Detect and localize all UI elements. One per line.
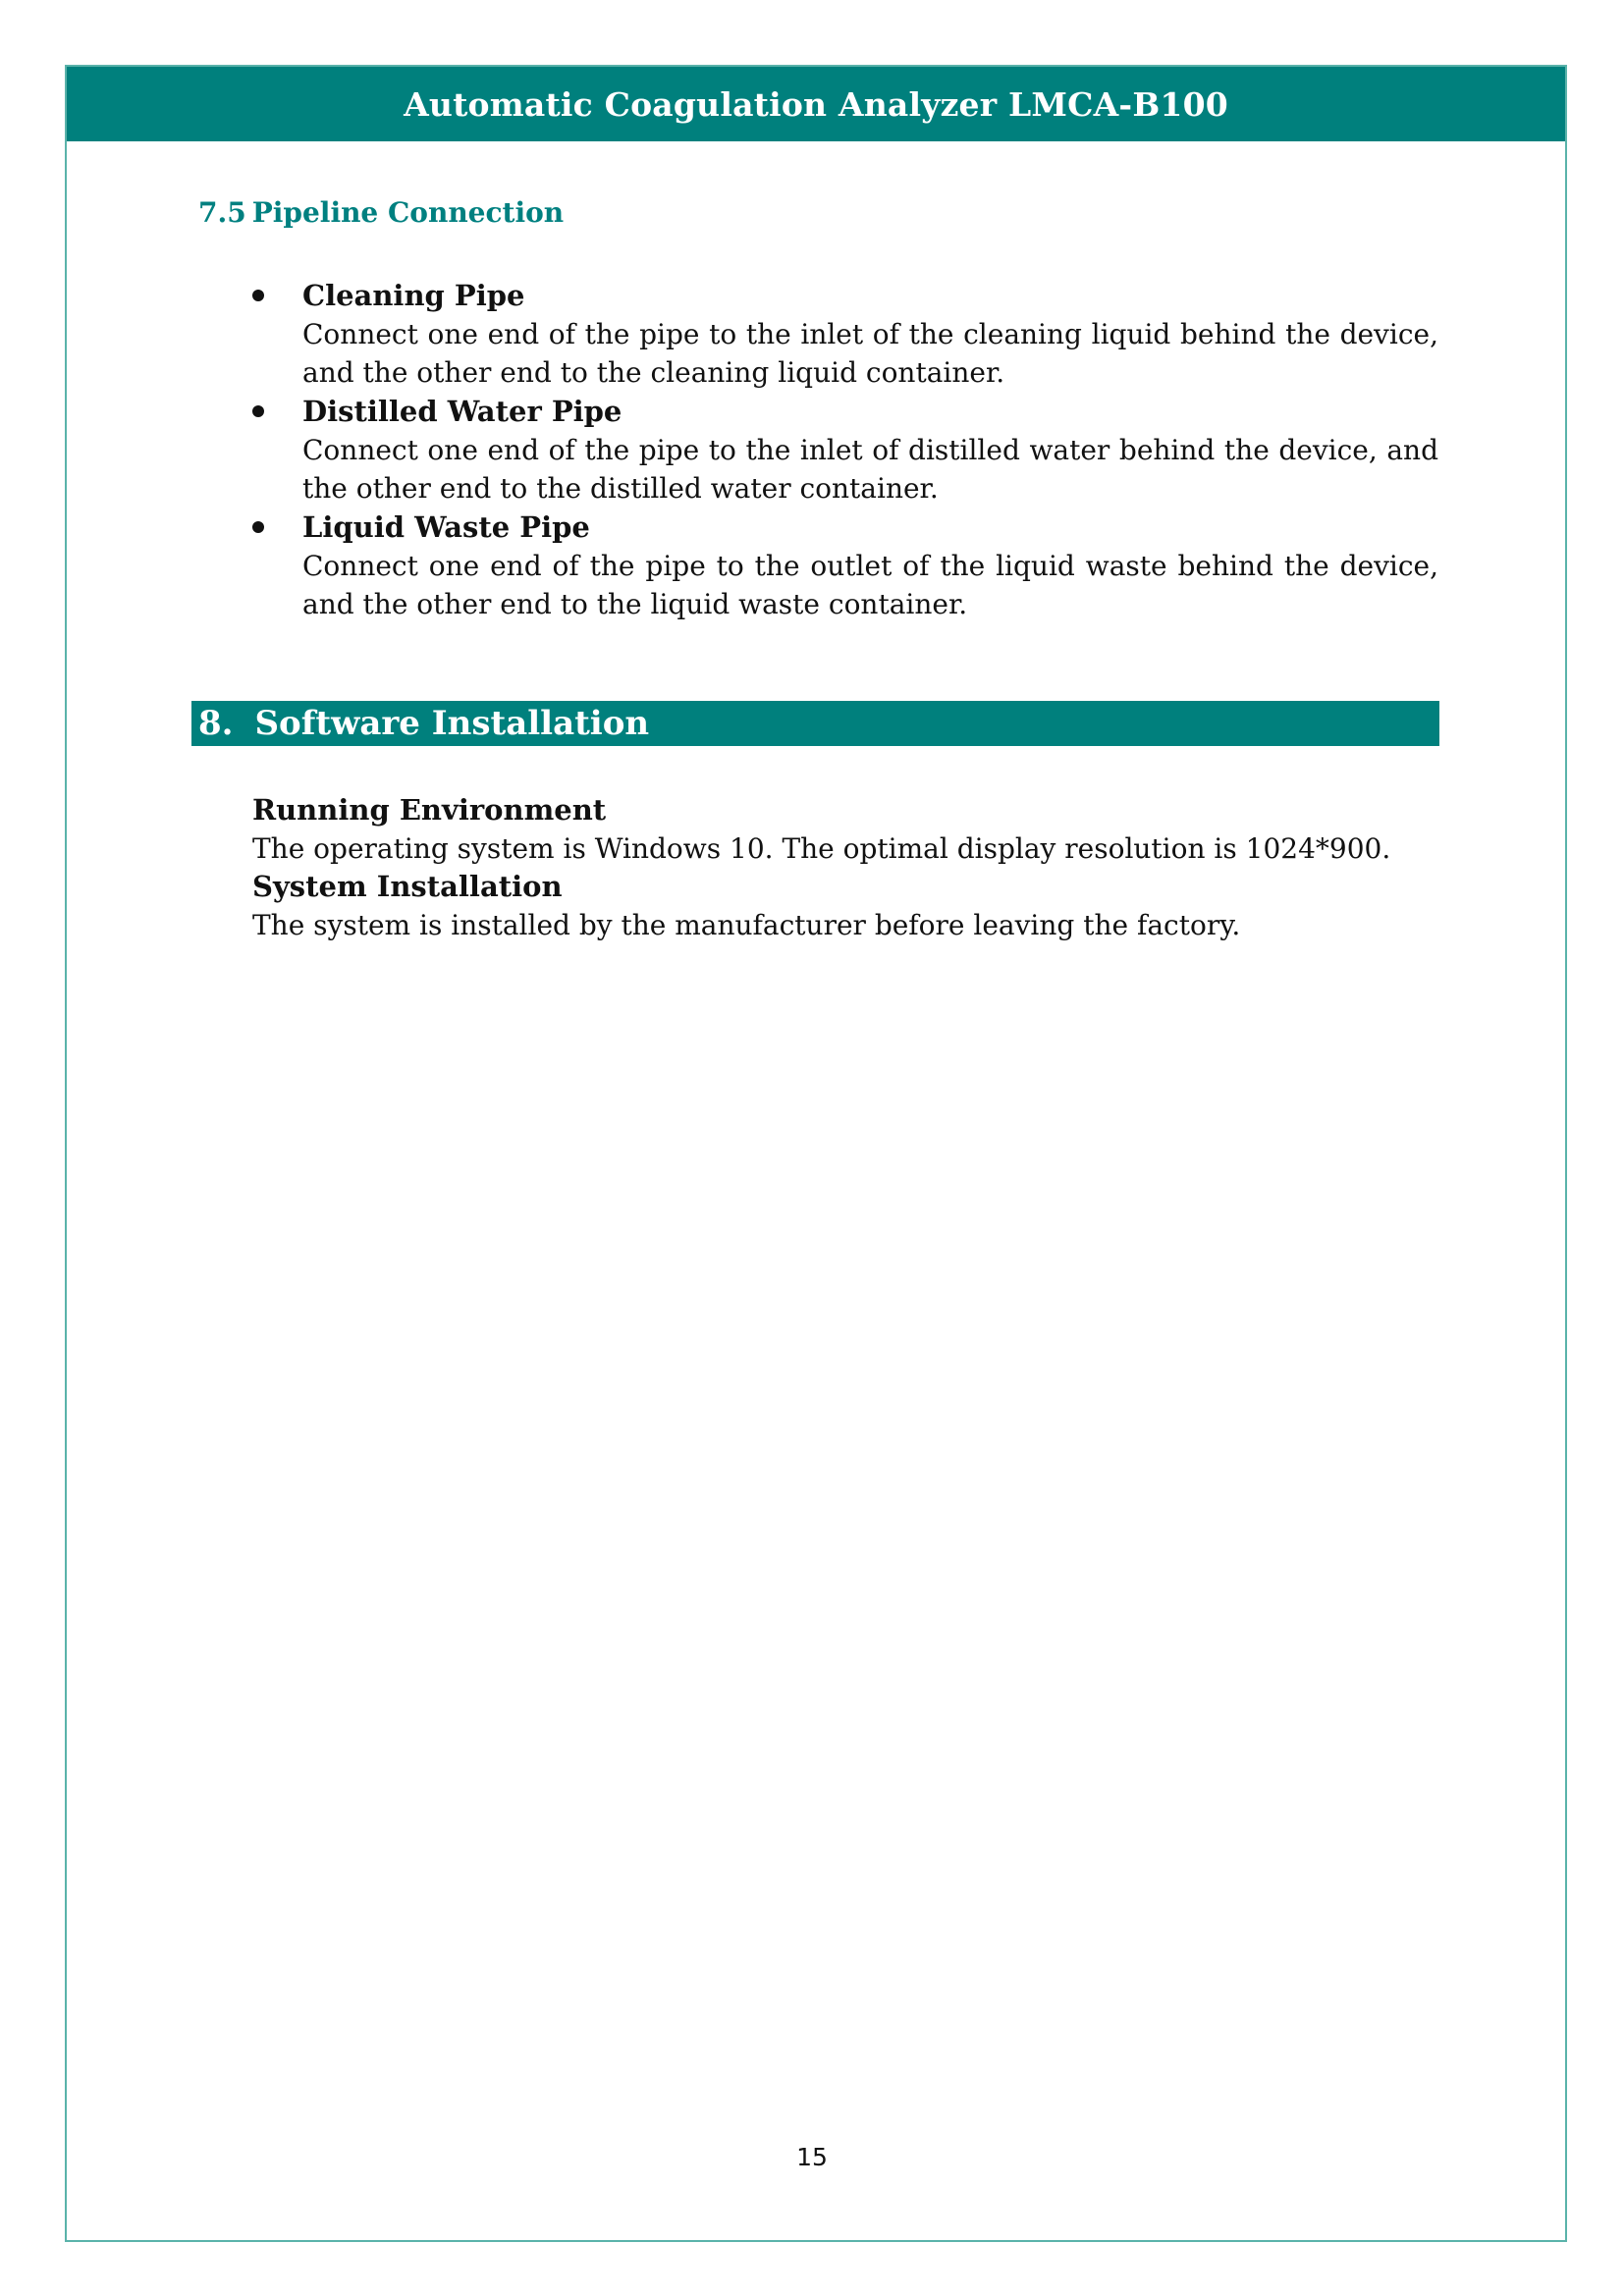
- list-item-text: Connect one end of the pipe to the inlet of distilled water behind the device, and the other end to the distilled water container.: [302, 434, 1438, 505]
- document-header: [67, 67, 1565, 141]
- section-number: 8.: [198, 704, 234, 743]
- subsection-number: 7.5: [198, 196, 246, 229]
- section-heading: [191, 701, 1439, 746]
- bullet-icon: [252, 405, 264, 417]
- list-item-text: Connect one end of the pipe to the outlet of the liquid waste behind the device, and the other end to the liquid waste container.: [302, 550, 1438, 620]
- subsection-title: Pipeline Connection: [251, 196, 565, 229]
- list-item-heading: Distilled Water Pipe: [302, 395, 623, 428]
- running-environment-heading: Running Environment: [252, 793, 607, 827]
- software-installation-content: [252, 791, 1440, 944]
- system-installation-text: The system is installed by the manufacturer before leaving the factory.: [252, 909, 1241, 941]
- list-item: [250, 507, 1438, 623]
- section-title: Software Installation: [254, 704, 650, 743]
- running-environment-text: The operating system is Windows 10. The optimal display resolution is 1024*900.: [252, 832, 1391, 865]
- list-item: [250, 276, 1438, 392]
- list-item: [250, 392, 1438, 507]
- subsection-heading: [198, 196, 564, 229]
- system-installation-heading: System Installation: [252, 870, 563, 903]
- list-item-heading: Liquid Waste Pipe: [302, 510, 590, 544]
- list-item-heading: Cleaning Pipe: [302, 279, 525, 312]
- bullet-icon: [252, 290, 264, 301]
- document-title: Automatic Coagulation Analyzer LMCA-B100: [404, 84, 1228, 124]
- bullet-icon: [252, 521, 264, 533]
- list-item-text: Connect one end of the pipe to the inlet of the cleaning liquid behind the device, and the other end to the cleaning liquid container.: [302, 318, 1438, 389]
- page-number: 15: [796, 2143, 828, 2171]
- pipeline-bullet-list: [250, 276, 1438, 623]
